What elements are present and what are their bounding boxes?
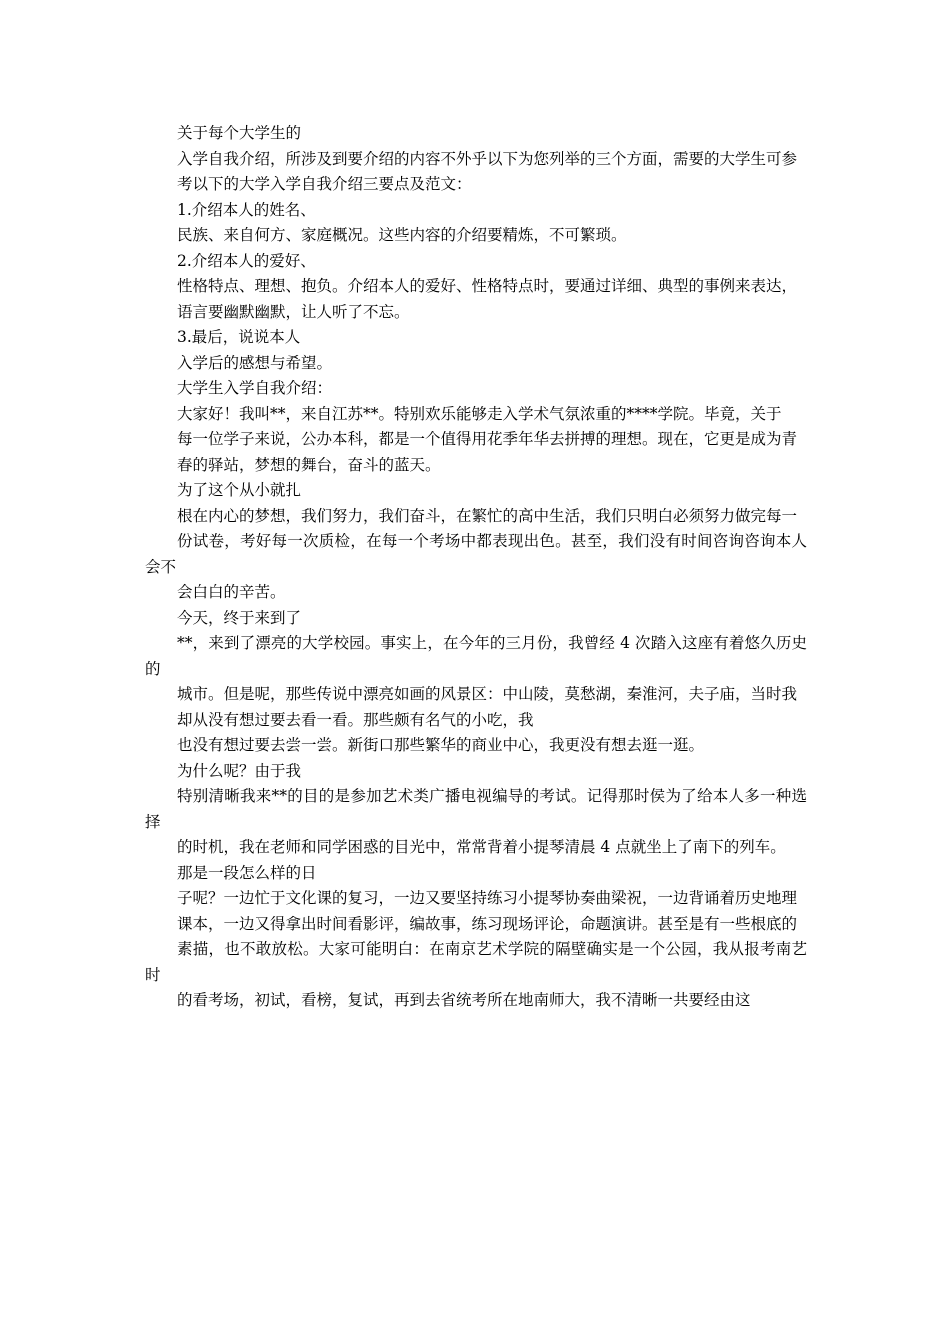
paragraph: 根在内心的梦想，我们努力，我们奋斗，在繁忙的高中生活，我们只明白必须努力做完每一 <box>177 506 798 525</box>
paragraph: 却从没有想过要去看一看。那些颇有名气的小吃，我 <box>177 710 534 729</box>
paragraph: 为什么呢？由于我 <box>177 761 302 780</box>
document-body <box>145 121 807 1014</box>
paragraph: 民族、来自何方、家庭概况。这些内容的介绍要精炼，不可繁琐。 <box>177 226 627 244</box>
paragraph: 语言要幽默幽默，让人听了不忘。 <box>177 302 410 321</box>
paragraph: 今天，终于来到了 <box>177 608 302 627</box>
paragraph: 每一位学子来说，公办本科，都是一个值得用花季年华去拼搏的理想。现在，它更是成为青 <box>177 430 798 448</box>
paragraph: 入学自我介绍，所涉及到要介绍的内容不外乎以下为您列举的三个方面，需要的大学生可参 <box>177 149 798 168</box>
paragraph: **，来到了漂亮的大学校园。事实上，在今年的三月份，我曾经 4 次踏入这座有着悠久历史的 <box>145 634 807 678</box>
paragraph: 特别清晰我来**的目的是参加艺术类广播电视编导的考试。记得那时侯为了给本人多一种选择 <box>145 787 807 831</box>
paragraph: 城市。但是呢，那些传说中漂亮如画的风景区：中山陵，莫愁湖，秦淮河，夫子庙，当时我 <box>177 685 798 703</box>
paragraph: 1.介绍本人的姓名、 <box>177 200 316 219</box>
paragraph: 那是一段怎么样的日 <box>177 863 317 882</box>
paragraph: 2.介绍本人的爱好、 <box>177 251 316 270</box>
paragraph: 入学后的感想与希望。 <box>177 353 333 372</box>
paragraph: 为了这个从小就扎 <box>177 481 302 499</box>
paragraph: 3.最后，说说本人 <box>177 328 301 346</box>
paragraph: 性格特点、理想、抱负。介绍本人的爱好、性格特点时，要通过详细、典型的事例来表达， <box>177 277 798 295</box>
paragraph: 关于每个大学生的 <box>177 124 302 142</box>
paragraph: 也没有想过要去尝一尝。新街口那些繁华的商业中心，我更没有想去逛一逛。 <box>177 736 705 754</box>
paragraph: 素描，也不敢放松。大家可能明白：在南京艺术学院的隔壁确实是一个公园，我从报考南艺时 <box>145 940 807 984</box>
paragraph: 春的驿站，梦想的舞台，奋斗的蓝天。 <box>177 455 441 474</box>
paragraph: 大家好！我叫**，来自江苏**。特别欢乐能够走入学术气氛浓重的****学院。毕竟，关于 <box>177 404 782 423</box>
paragraph: 的看考场，初试，看榜，复试，再到去省统考所在地南师大，我不清晰一共要经由这 <box>177 991 751 1009</box>
paragraph: 考以下的大学入学自我介绍三要点及范文： <box>177 175 472 193</box>
paragraph: 份试卷，考好每一次质检，在每一个考场中都表现出色。甚至，我们没有时间咨询咨询本人会不 <box>145 532 807 576</box>
paragraph: 的时机，我在老师和同学困惑的目光中，常常背着小提琴清晨 4 点就坐上了南下的列车。 <box>177 838 786 856</box>
paragraph: 课本，一边又得拿出时间看影评，编故事，练习现场评论，命题演讲。甚至是有一些根底的 <box>177 914 798 933</box>
paragraph: 会白白的辛苦。 <box>177 583 286 601</box>
paragraph: 大学生入学自我介绍： <box>177 379 333 397</box>
paragraph: 子呢？一边忙于文化课的复习，一边又要坚持练习小提琴协奏曲梁祝，一边背诵着历史地理 <box>177 889 798 907</box>
